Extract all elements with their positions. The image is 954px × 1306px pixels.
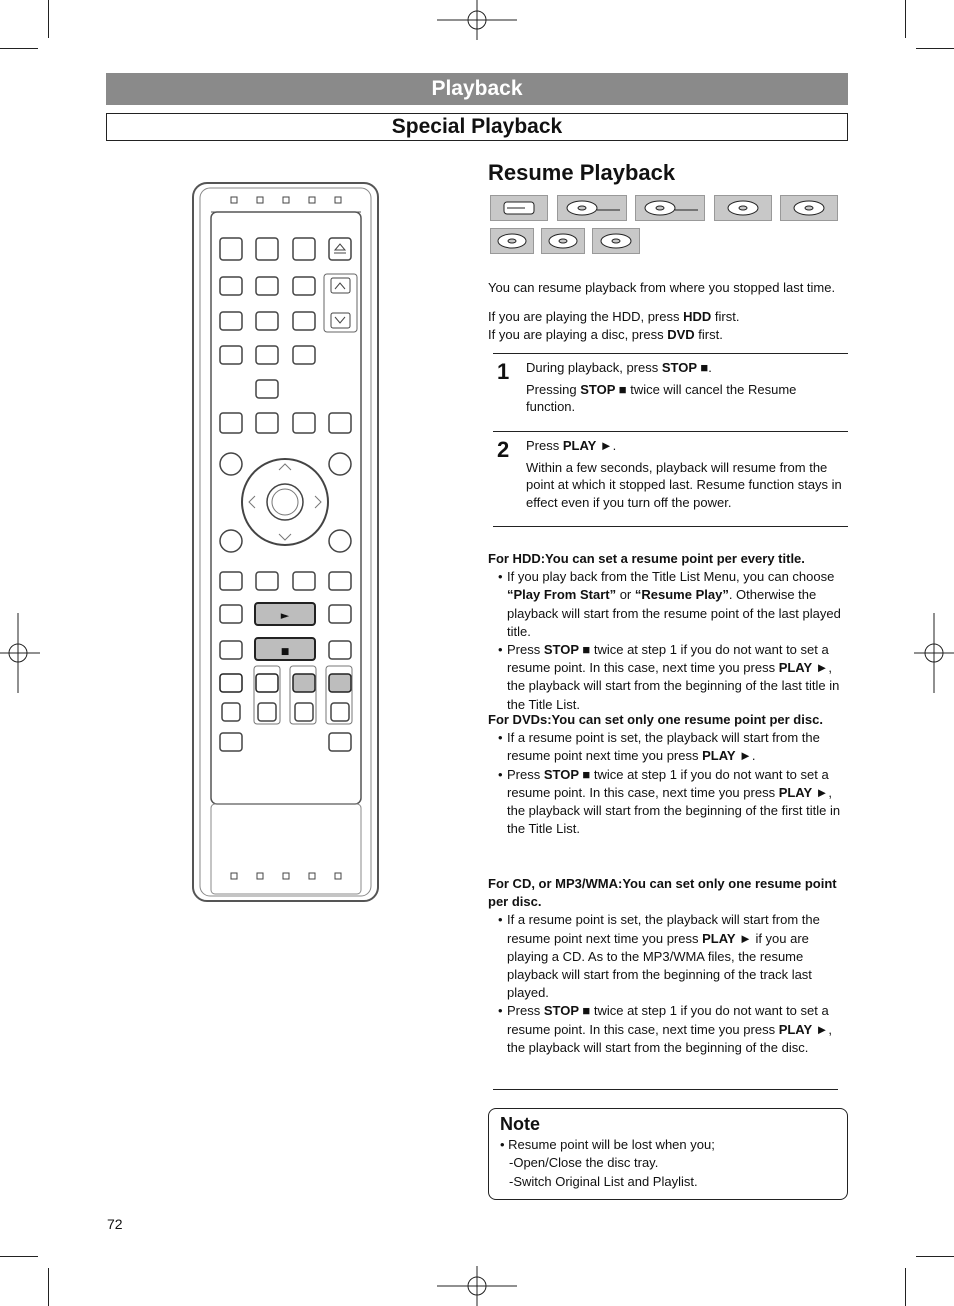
remote-control-illustration xyxy=(192,182,379,902)
dvd-rw-icon xyxy=(780,195,838,221)
remote-key xyxy=(329,733,351,751)
remote-key xyxy=(220,674,242,692)
remote-round-key xyxy=(329,453,351,475)
remote-key xyxy=(329,674,351,692)
remote-key xyxy=(329,641,351,659)
remote-key xyxy=(220,238,242,260)
remote-key xyxy=(256,238,278,260)
remote-key xyxy=(220,605,242,623)
remote-key xyxy=(220,572,242,590)
remote-key xyxy=(256,380,278,398)
remote-key xyxy=(293,674,315,692)
divider xyxy=(493,1089,838,1090)
list-item: • If you play back from the Title List Menu, you can choose “Play From Start” or “Resume Play”. Otherwise the playback will start from the resume point of the last played title. xyxy=(498,569,841,639)
remote-key xyxy=(256,572,278,590)
cd-resume-section xyxy=(488,875,848,1057)
remote-key xyxy=(256,312,278,330)
remote-key xyxy=(256,346,278,364)
note-line: -Open/Close the disc tray. xyxy=(509,1155,659,1170)
remote-key xyxy=(331,703,349,721)
page-title: Resume Playback xyxy=(488,160,676,185)
step-number: 1 xyxy=(497,359,510,384)
dvd-r-icon xyxy=(714,195,772,221)
note-line: • Resume point will be lost when you; xyxy=(500,1136,715,1152)
dvd-plus-r-icon xyxy=(490,228,534,254)
steps xyxy=(493,353,848,527)
remote-key xyxy=(293,312,315,330)
crop-mark xyxy=(916,48,954,49)
list-item: • If a resume point is set, the playback will start from the resume point next time you press PLAY ►. xyxy=(498,730,820,764)
list-item: • Press STOP ■ twice at step 1 if you do not want to set a resume point. In this case, next time you press PLAY ►, the playback will start from the beginning of the last title in the Title List. xyxy=(498,642,840,712)
step-number: 2 xyxy=(497,437,510,462)
list-item: • If a resume point is set, the playback will start from the resume point next time you press PLAY ► if you are playing a CD. As to the MP3/WMA files, the resume playback will start from the beginning of the track last played. xyxy=(498,912,820,1001)
registration-mark xyxy=(437,1266,517,1306)
remote-key xyxy=(220,277,242,295)
section-heading: For CD, or MP3/WMA:You can set only one resume point per disc. xyxy=(488,876,837,910)
hdd-resume-section xyxy=(488,550,848,714)
remote-indicator xyxy=(231,873,237,879)
remote-key xyxy=(293,238,315,260)
registration-mark xyxy=(0,613,40,693)
remote-key xyxy=(222,703,240,721)
crop-mark xyxy=(905,0,906,38)
remote-key xyxy=(220,733,242,751)
remote-key xyxy=(256,413,278,433)
hdd-instruction: If you are playing the HDD, press HDD first. If you are playing a disc, press DVD first. xyxy=(488,309,740,342)
remote-indicator xyxy=(309,873,315,879)
remote-key xyxy=(329,572,351,590)
crop-mark xyxy=(48,1268,49,1306)
remote-key xyxy=(256,277,278,295)
channel-up-key xyxy=(331,278,350,293)
remote-key xyxy=(293,277,315,295)
remote-indicator xyxy=(283,197,289,203)
crop-mark xyxy=(0,1256,38,1257)
cd-icon xyxy=(541,228,585,254)
remote-round-key xyxy=(220,530,242,552)
dvd-resume-section xyxy=(488,711,848,838)
section-heading: For HDD:You can set a resume point per every title. xyxy=(488,551,805,566)
remote-indicator xyxy=(231,197,237,203)
step-text: Press PLAY ►. Within a few seconds, playback will resume from the point at which it stopped last. Resume function stays in effect even if you turn off the power. xyxy=(526,438,842,510)
remote-key xyxy=(293,572,315,590)
crop-mark xyxy=(916,1256,954,1257)
step-2 xyxy=(493,431,848,527)
page-number: 72 xyxy=(107,1216,123,1232)
remote-key xyxy=(220,346,242,364)
remote-indicator xyxy=(257,873,263,879)
registration-mark xyxy=(914,613,954,693)
crop-mark xyxy=(905,1268,906,1306)
mp3-icon xyxy=(592,228,640,254)
remote-indicator xyxy=(283,873,289,879)
remote-key xyxy=(329,413,351,433)
list-item: • Press STOP ■ twice at step 1 if you do not want to set a resume point. In this case, next time you press PLAY ►, the playback will start from the beginning of the first title in the Title List. xyxy=(498,766,841,837)
crop-mark xyxy=(0,48,38,49)
note-title: Note xyxy=(500,1114,540,1134)
step-text: During playback, press STOP ■. Pressing STOP ■ twice will cancel the Resume function. xyxy=(526,360,797,414)
stop-symbol: ■ xyxy=(280,647,290,657)
remote-key xyxy=(220,641,242,659)
remote-key xyxy=(220,312,242,330)
section-heading: For DVDs:You can set only one resume point per disc. xyxy=(488,712,823,727)
play-symbol: ► xyxy=(280,609,290,622)
remote-key xyxy=(258,703,276,721)
section-banner: Playback xyxy=(106,73,848,105)
list-item: • Press STOP ■ twice at step 1 if you do not want to set a resume point. In this case, next time you press PLAY ►, the playback will start from the beginning of the disc. xyxy=(498,1003,833,1055)
registration-mark xyxy=(437,0,517,40)
note-box xyxy=(488,1108,848,1200)
remote-key xyxy=(293,413,315,433)
intro-text: You can resume playback from where you stopped last time. xyxy=(488,280,836,295)
remote-round-key xyxy=(329,530,351,552)
remote-key xyxy=(256,674,278,692)
remote-round-key xyxy=(220,453,242,475)
remote-key xyxy=(329,238,351,260)
step-1 xyxy=(493,353,848,431)
remote-indicator xyxy=(335,873,341,879)
remote-key xyxy=(295,703,313,721)
dvd-video-icon xyxy=(557,195,627,221)
remote-indicator xyxy=(335,197,341,203)
remote-key xyxy=(329,605,351,623)
crop-mark xyxy=(48,0,49,38)
note-line: -Switch Original List and Playlist. xyxy=(509,1173,698,1189)
subsection-banner: Special Playback xyxy=(106,113,848,141)
hdd-icon xyxy=(490,195,548,221)
dvd-vr-icon xyxy=(635,195,705,221)
remote-key xyxy=(220,413,242,433)
remote-key xyxy=(293,346,315,364)
remote-indicator xyxy=(257,197,263,203)
enter-key-inner xyxy=(272,489,298,515)
remote-indicator xyxy=(309,197,315,203)
channel-down-key xyxy=(331,313,350,328)
